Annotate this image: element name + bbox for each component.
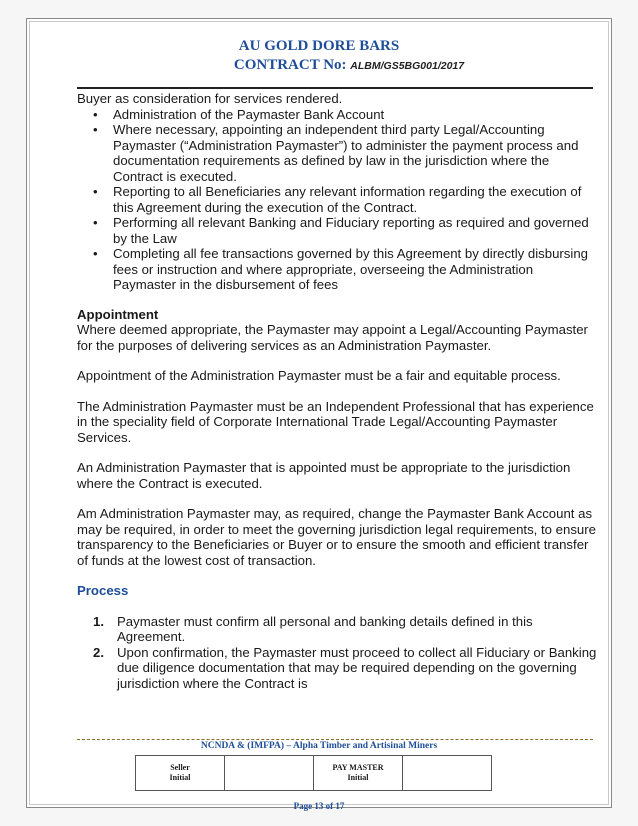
continued-text: Buyer as consideration for services rendered. (77, 91, 343, 106)
seller-initial-box[interactable] (225, 756, 314, 791)
list-item (77, 614, 597, 645)
contract-number (87, 55, 611, 76)
contract-reference: ALBM/GS5BG001/2017 (350, 60, 465, 72)
appointment-paragraph: Am Administration Paymaster may, as required, change the Paymaster Bank Account as may be required, in order to meet the governing jurisdiction legal requirements, to ensure transparency to the Beneficiaries or Buyer or to ensure the smooth and efficient transfer of funds at the lowest cost of transaction. (77, 506, 596, 568)
page-number: Page 13 of 17 (293, 801, 345, 811)
process-steps (77, 614, 597, 692)
appointment-paragraph: An Administration Paymaster that is appointed must be appropriate to the jurisdiction where the Contract is executed. (77, 460, 571, 491)
footer-rule (77, 739, 593, 740)
step-text: Upon confirmation, the Paymaster must proceed to collect all Fiduciary or Banking due diligence documentation that may be required depending on the governing jurisdiction where the Contract is (117, 644, 597, 691)
header-rule (77, 87, 593, 89)
page-header (27, 37, 611, 76)
duties-list (77, 107, 597, 293)
step-number: 2. (93, 644, 104, 660)
list-item: • Completing all fee transactions governed by this Agreement by directly disbursing fees or instruction and where appropriate, overseeing the Administration Paymaster in the disbursement of fees (77, 246, 597, 293)
appointment-heading: Appointment (77, 306, 159, 322)
list-item: • Performing all relevant Banking and Fiduciary reporting as required and governed by the Law (77, 215, 597, 246)
paymaster-initial-box[interactable] (403, 756, 492, 791)
step-number: 1. (93, 613, 104, 629)
footer-parties: NCNDA & (IMFPA) – Alpha Timber and Artisinal Miners (200, 741, 438, 751)
appointment-paragraph: Appointment of the Administration Paymaster must be a fair and equitable process. (77, 368, 561, 383)
list-item: • Where necessary, appointing an independent third party Legal/Accounting Paymaster (“Administration Paymaster”) to administer the payment process and documentation requirements as defined by law in the jurisdiction where the Contract is executed. (77, 122, 597, 184)
list-item: • Reporting to all Beneficiaries any relevant information regarding the execution of this Agreement during the execution of the Contract. (77, 184, 597, 215)
appointment-paragraph: Where deemed appropriate, the Paymaster may appoint a Legal/Accounting Paymaster for the purposes of delivering services as an Administration Paymaster. (77, 322, 588, 353)
document-page (26, 18, 612, 811)
list-item (77, 645, 597, 692)
seller-initial-label: Seller Initial (136, 756, 225, 791)
process-heading: Process (77, 583, 129, 598)
document-title: AU GOLD DORE BARS (238, 38, 400, 54)
initials-table (135, 755, 492, 791)
paymaster-initial-label: PAY MASTER Initial (314, 756, 403, 791)
step-text: Paymaster must confirm all personal and banking details defined in this Agreement. (117, 613, 533, 644)
contract-label: CONTRACT No: (233, 57, 347, 73)
list-item: • Administration of the Paymaster Bank Account (77, 107, 597, 123)
appointment-paragraph: The Administration Paymaster must be an Independent Professional that has experience in the speciality field of Corporate International Trade Legal/Accounting Paymaster Services. (77, 398, 594, 445)
body-content (77, 91, 597, 691)
